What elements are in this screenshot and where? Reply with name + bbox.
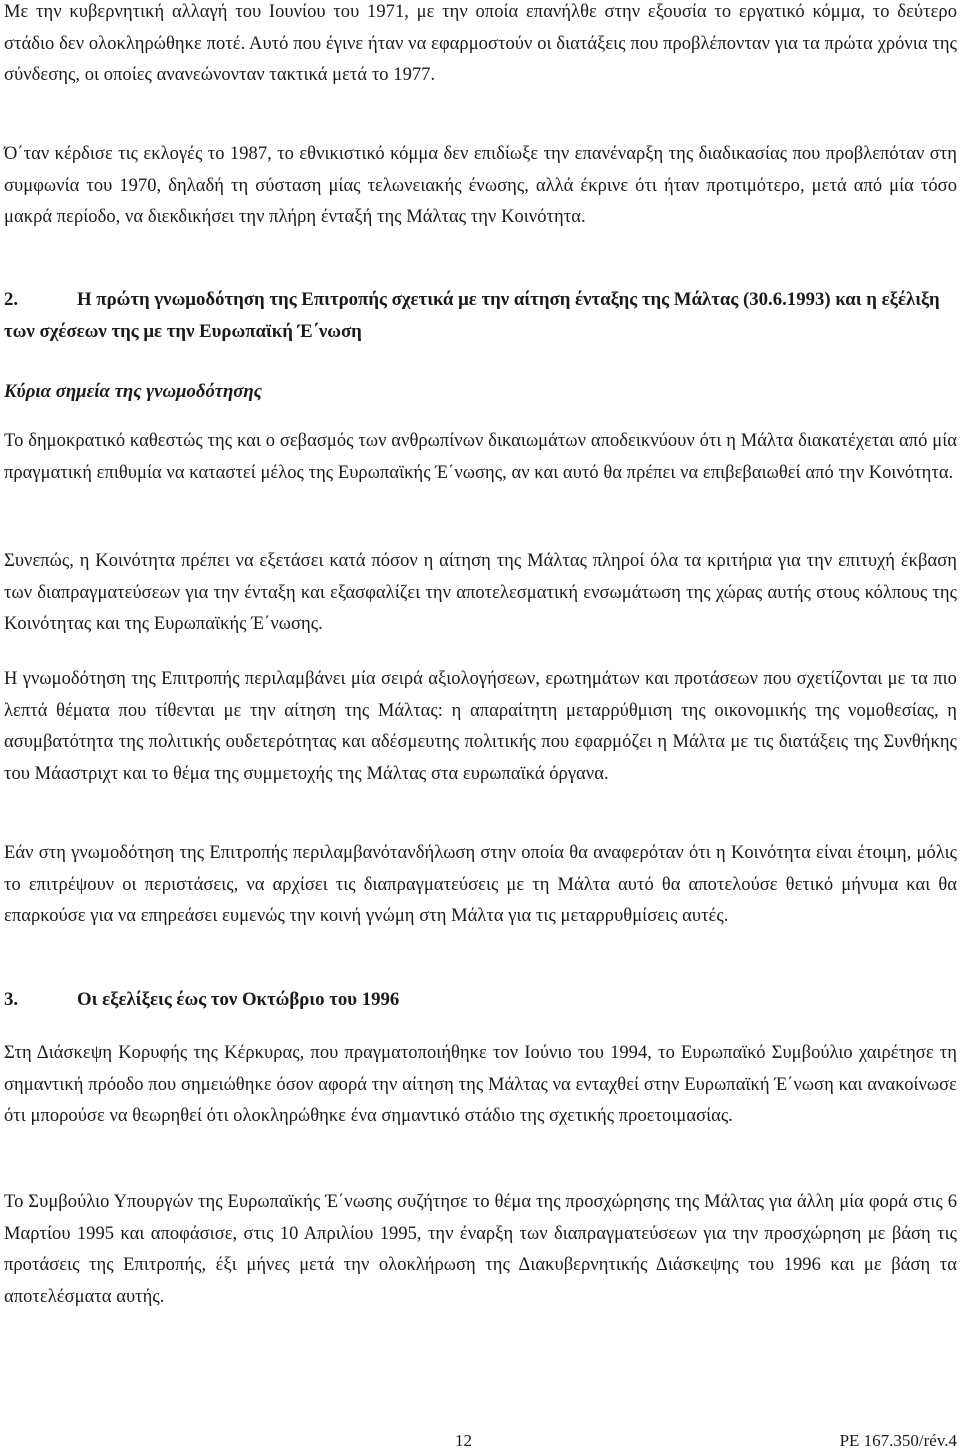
paragraph-commission-opinion: Η γνωμοδότηση της Επιτροπής περιλαμβάνει μία σειρά αξιολογήσεων, ερωτημάτων και προτάσεων που σχετίζονται με τα πιο λεπτά θέματα που τίθενται με την αίτηση της Μάλτας: η απαραίτητη μεταρρύθμιση της οικονομικής της νομοθεσίας, η ασυμβατότητα της πολιτικής ουδετερότητας και αδέσμευτης πολιτικής που εφαρμόζει η Μάλτα με τις διατάξεις της Συνθήκης του Μάαστριχτ και το θέμα της συμμετοχής της Μάλτας στα ευρωπαϊκά όργανα.	[4, 669, 957, 784]
paragraph-community-criteria: Συνεπώς, η Κοινότητα πρέπει να εξετάσει κατά πόσον η αίτηση της Μάλτας πληροί όλα τα κριτήρια για την επιτυχή έκβαση των διαπραγματεύσεων για την ένταξη και εξασφαλίζει την αποτελεσματική ενσωμάτωση της χώρας αυτής στους κόλπους της Κοινότητας και της Ευρωπαϊκής Έ΄νωσης.	[4, 551, 957, 635]
section-3-number: 3.	[4, 989, 19, 1010]
section-2-number: 2.	[4, 289, 19, 310]
section-2-subheading: Κύρια σημεία της γνωμοδότησης	[4, 381, 263, 402]
section-2-heading	[4, 284, 957, 348]
document-reference: PE 167.350/rév.4	[839, 1431, 957, 1450]
section-3-heading	[4, 984, 399, 1016]
paragraph-corfu-summit: Στη Διάσκεψη Κορυφής της Κέρκυρας, που πραγματοποιήθηκε τον Ιούνιο του 1994, το Ευρωπαϊκό Συμβούλιο χαιρέτησε τη σημαντική πρόοδο που σημειώθηκε όσον αφορά την αίτηση της Μάλτας να ενταχθεί στην Ευρωπαϊκή Έ΄νωση και ανακοίνωσε ότι μπορούσε να θεωρηθεί ότι ολοκληρώθηκε ένα σημαντικό στάδιο της σχετικής προετοιμασίας.	[4, 1043, 957, 1127]
paragraph-1971-government-change: Με την κυβερνητική αλλαγή του Ιουνίου του 1971, με την οποία επανήλθε στην εξουσία το εργατικό κόμμα, το δεύτερο στάδιο δεν ολοκληρώθηκε ποτέ. Αυτό που έγινε ήταν να εφαρμοστούν οι διατάξεις που προβλέπονταν για τα πρώτα χρόνια της σύνδεσης, οι οποίες ανανεώνονταν τακτικά μετά το 1977.	[4, 2, 957, 86]
page-footer	[4, 1428, 957, 1454]
section-2-title: Η πρώτη γνωμοδότηση της Επιτροπής σχετικά με την αίτηση ένταξης της Μάλτας (30.6.1993) και η εξέλιξη των σχέσεων της με την Ευρωπαϊκή Έ΄νωση	[4, 289, 940, 342]
paragraph-council-of-ministers: Το Συμβούλιο Υπουργών της Ευρωπαϊκής Έ΄νωσης συζήτησε το θέμα της προσχώρησης της Μάλτας για άλλη μία φορά στις 6 Μαρτίου 1995 και αποφάσισε, στις 10 Απριλίου 1995, την έναρξη των διαπραγματεύσεων για την προσχώρηση με βάση τις προτάσεις της Επιτροπής, έξι μήνες μετά την ολοκλήρωση της Διακυβερνητικής Διάσκεψης του 1996 και με βάση τα αποτελέσματα αυτής.	[4, 1192, 957, 1307]
paragraph-positive-message: Εάν στη γνωμοδότηση της Επιτροπής περιλαμβανότανδήλωση στην οποία θα αναφερόταν ότι η Κοινότητα είναι έτοιμη, μόλις το επιτρέψουν οι περιστάσεις, να αρχίσει τις διαπραγματεύσεις με τη Μάλτα αυτό θα αποτελούσε θετικό μήνυμα και θα επαρκούσε για να επηρεάσει ευμενώς την κοινή γνώμη στη Μάλτα για τις μεταρρυθμίσεις αυτές.	[4, 843, 957, 927]
paragraph-1987-elections: Ό΄ταν κέρδισε τις εκλογές το 1987, το εθνικιστικό κόμμα δεν επιδίωξε την επανέναρξη της διαδικασίας που προβλεπόταν στη συμφωνία του 1970, δηλαδή τη σύσταση μίας τελωνειακής ένωσης, αλλά έκρινε ότι ήταν προτιμότερο, μετά από μία τόσο μακρά περίοδο, να διεκδικήσει την πλήρη ένταξή της Μάλτας την Κοινότητα.	[4, 144, 957, 228]
page-number: 12	[455, 1431, 472, 1450]
section-3-title: Οι εξελίξεις έως τον Οκτώβριο του 1996	[77, 989, 400, 1010]
paragraph-democratic-regime: Το δημοκρατικό καθεστώς της και ο σεβασμός των ανθρωπίνων δικαιωμάτων αποδεικνύουν ότι η Μάλτα διακατέχεται από μία πραγματική επιθυμία να καταστεί μέλος της Ευρωπαϊκής Έ΄νωσης, αν και αυτό θα πρέπει να επιβεβαιωθεί από την Κοινότητα.	[4, 431, 957, 483]
